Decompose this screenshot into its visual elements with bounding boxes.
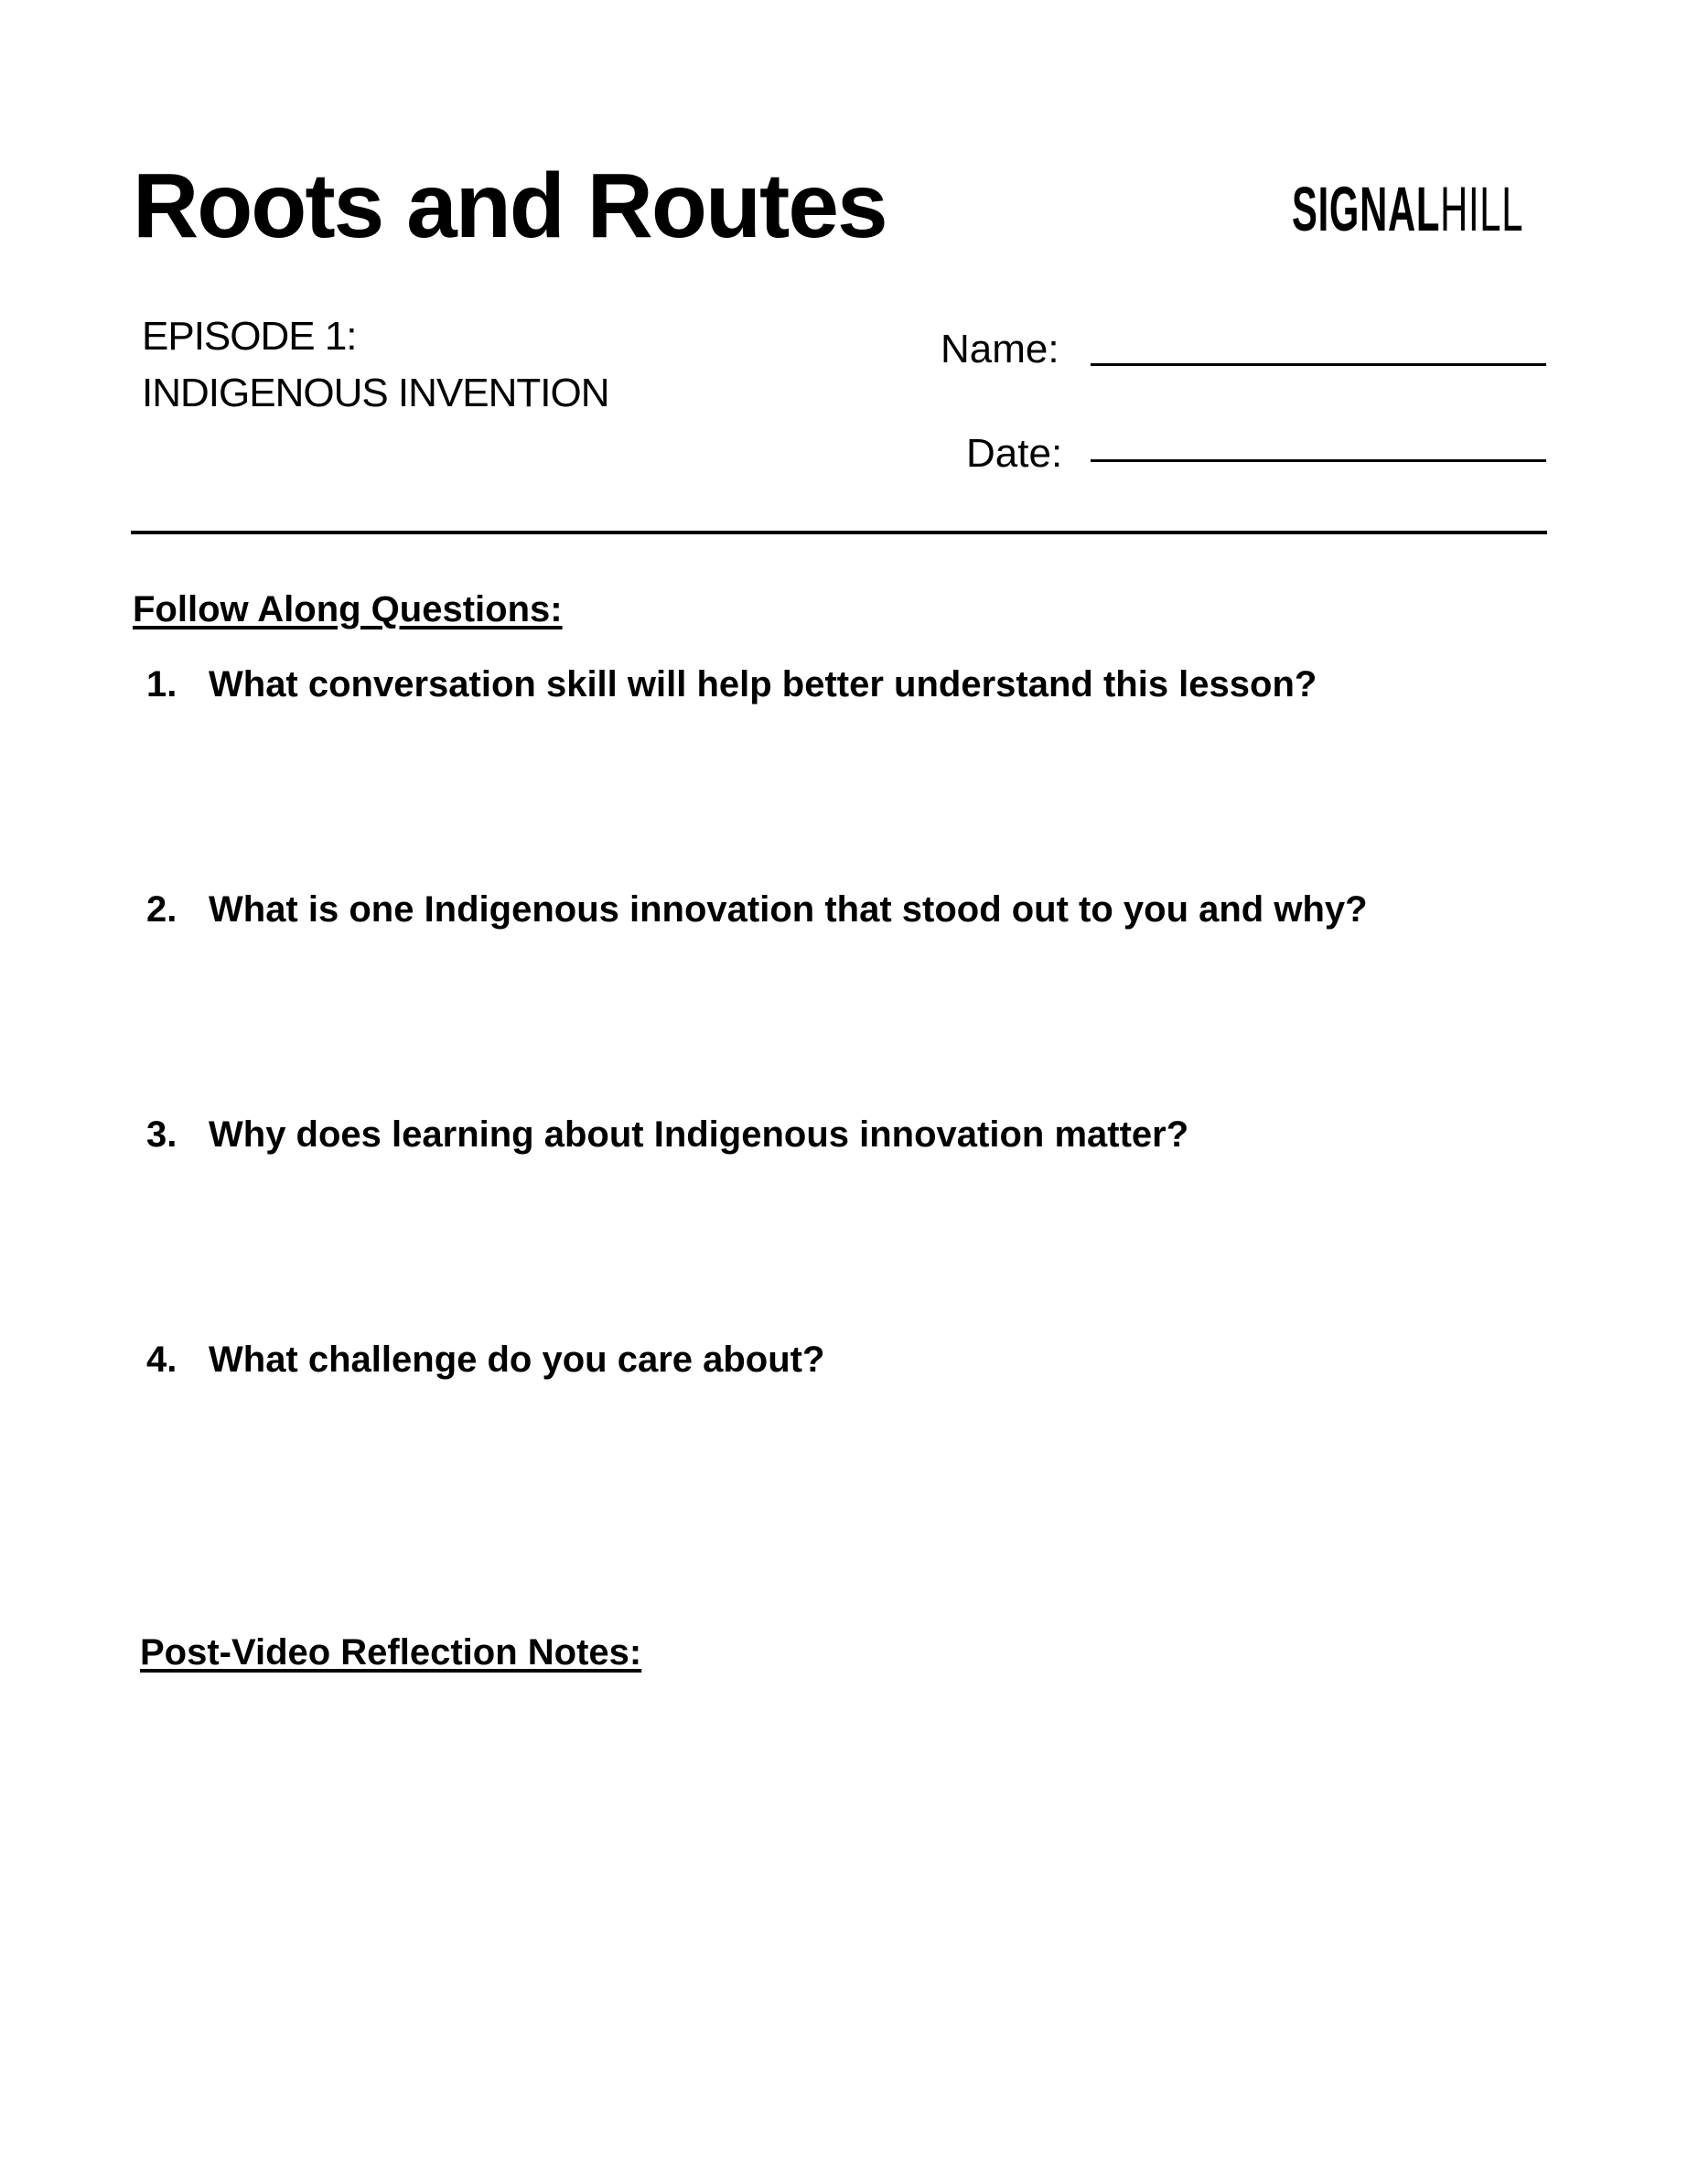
- question-number: 1.: [146, 664, 177, 705]
- question-number: 4.: [146, 1339, 177, 1380]
- name-field[interactable]: [1091, 363, 1546, 366]
- question-text: Why does learning about Indigenous innovation matter?: [209, 1114, 1189, 1155]
- date-field[interactable]: [1091, 459, 1546, 462]
- signal-hill-logo: [1292, 165, 1523, 255]
- question-1: [146, 661, 1317, 708]
- post-video-reflection-heading: Post-Video Reflection Notes:: [140, 1632, 642, 1673]
- question-number: 2.: [146, 889, 177, 930]
- question-text: What conversation skill will help better understand this lesson?: [209, 664, 1317, 705]
- name-label: Name:: [941, 327, 1059, 371]
- date-label: Date:: [966, 431, 1063, 476]
- logo-part-signal: SIGNAL: [1292, 174, 1441, 245]
- logo-part-hill: HILL: [1440, 174, 1524, 245]
- question-4: [146, 1336, 824, 1383]
- page-title: Roots and Routes: [133, 155, 887, 257]
- follow-along-heading: Follow Along Questions:: [133, 589, 563, 629]
- question-number: 3.: [146, 1114, 177, 1155]
- question-text: What is one Indigenous innovation that stood out to you and why?: [209, 889, 1368, 930]
- episode-label: EPISODE 1:: [142, 314, 357, 359]
- header-divider: [131, 531, 1547, 534]
- question-3: [146, 1111, 1188, 1158]
- question-2: [146, 886, 1368, 933]
- episode-title: INDIGENOUS INVENTION: [142, 371, 609, 415]
- question-text: What challenge do you care about?: [209, 1339, 825, 1380]
